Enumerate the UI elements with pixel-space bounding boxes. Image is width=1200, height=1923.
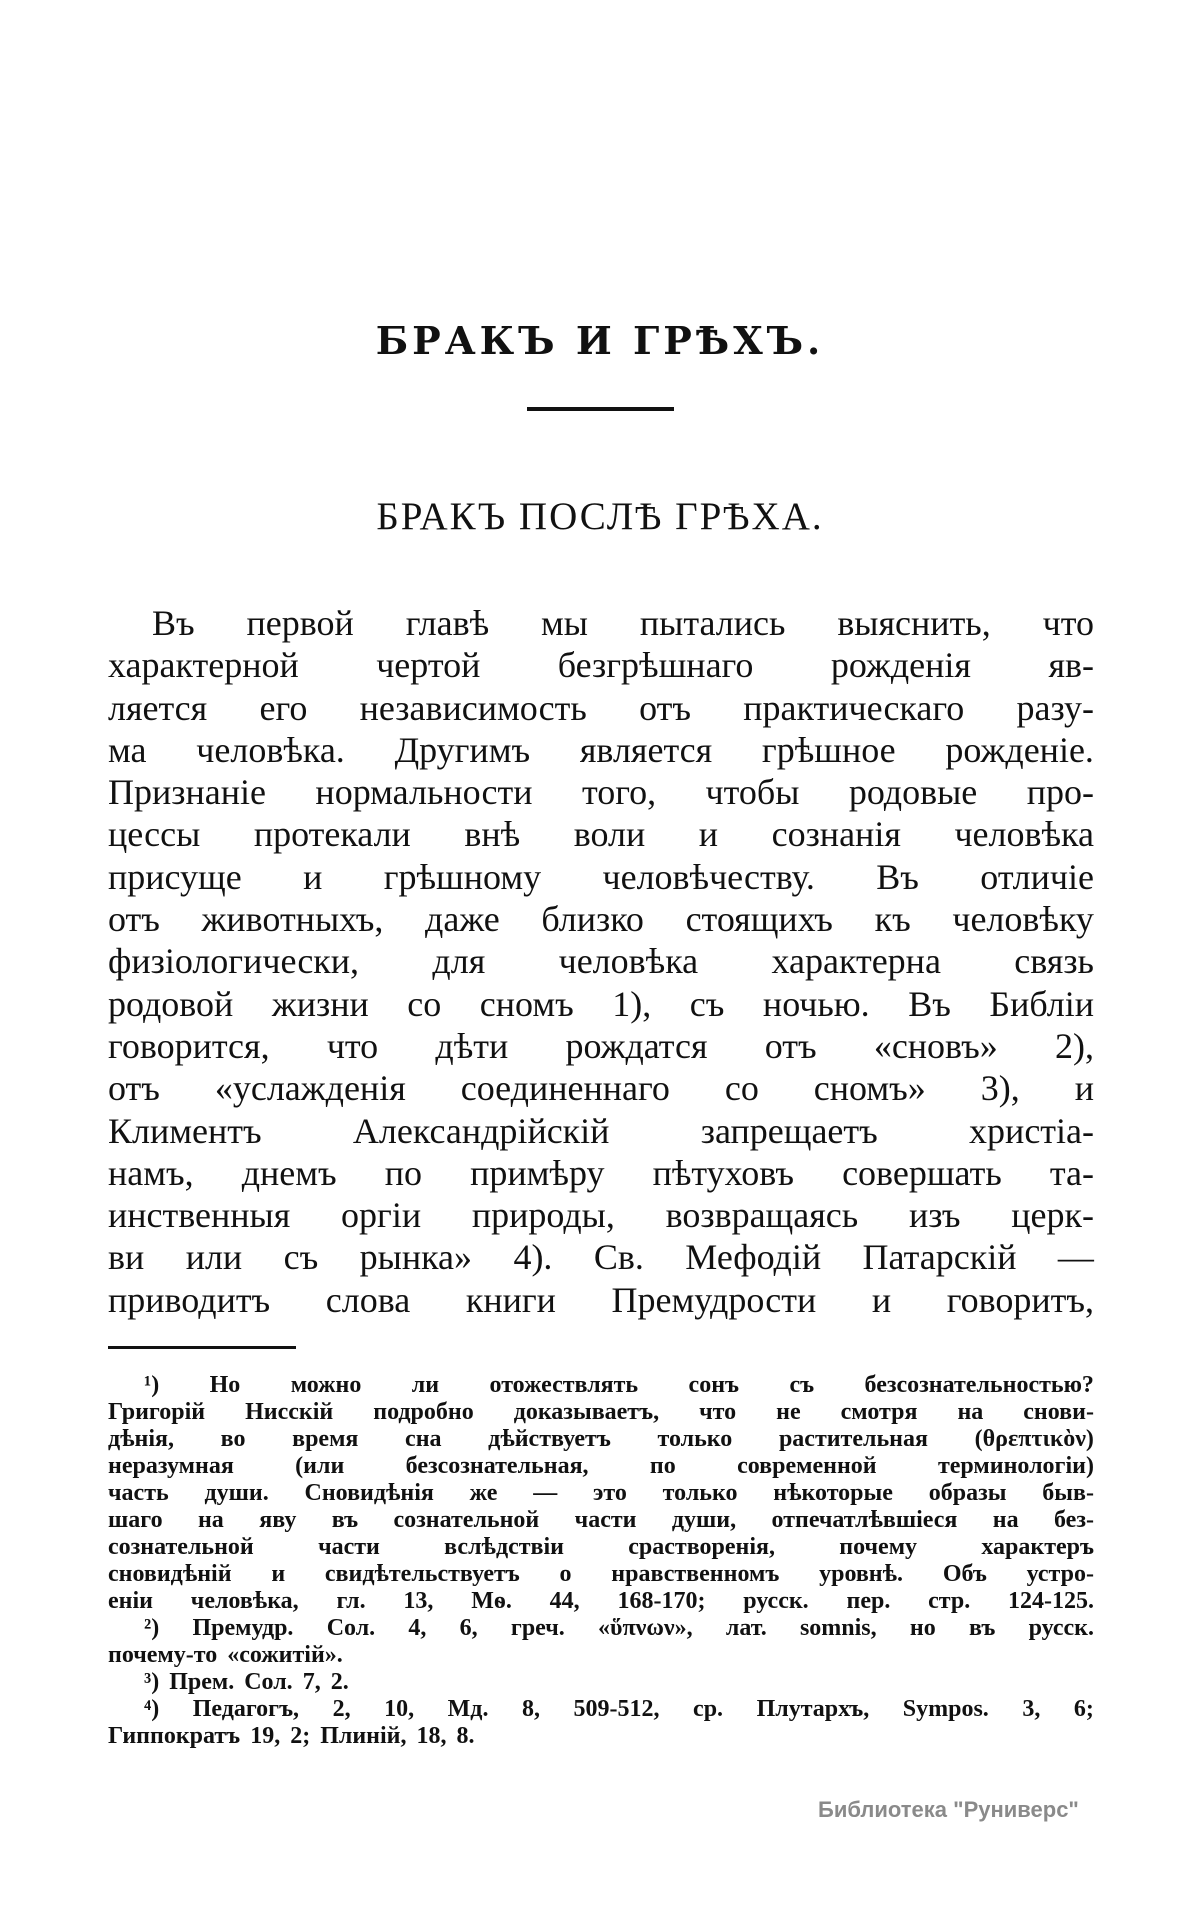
body-line: присуще и грѣшному человѣчеству. Въ отличіе (108, 856, 1094, 897)
footnote-line: сновидѣній и свидѣтельствуетъ о нравственномъ уровнѣ. Объ устро- (108, 1561, 1094, 1587)
body-line: отъ «услажденія соединеннаго со сномъ» 3), и (108, 1068, 1094, 1109)
page-title: БРАКЪ И ГРѢХЪ. (375, 318, 825, 363)
body-line: ви или съ рынка» 4). Св. Мефодій Патарскій — (108, 1237, 1094, 1278)
footnote-line: дѣнія, во время сна дѣйствуетъ только растительная (θρεπτικὸν) (108, 1426, 1094, 1452)
body-text (108, 602, 1094, 1321)
footnote-line: часть души. Сновидѣнія же — это только нѣкоторые образы быв- (108, 1480, 1094, 1506)
footnote-divider (108, 1346, 296, 1349)
body-line: приводитъ слова книги Премудрости и говоритъ, (108, 1279, 1094, 1320)
body-line: физіологически, для человѣка характерна связь (108, 941, 1094, 982)
body-line: характерной чертой безгрѣшнаго рожденія яв- (108, 645, 1094, 686)
body-line: говорится, что дѣти рождатся отъ «сновъ» 2), (108, 1025, 1094, 1066)
section-heading: БРАКЪ ПОСЛѢ ГРѢХА. (376, 495, 824, 538)
library-watermark: Библиотека "Руниверс" (818, 1797, 1079, 1822)
body-line: Въ первой главѣ мы пытались выяснить, что (152, 603, 1094, 643)
body-line: Климентъ Александрійскій запрещаетъ христіа- (108, 1110, 1094, 1151)
footnote-line: еніи человѣка, гл. 13, Мѳ. 44, 168-170; русск. пер. стр. 124-125. (108, 1588, 1094, 1614)
footnote-line: ⁴) Педагогъ, 2, 10, Мд. 8, 509-512, ср. Плутархъ, Sympos. 3, 6; (144, 1696, 1094, 1722)
title-divider (527, 407, 674, 411)
body-line: родовой жизни со сномъ 1), съ ночью. Въ Библіи (108, 983, 1094, 1024)
footnote-line: Гиппократъ 19, 2; Плиній, 18, 8. (108, 1723, 475, 1749)
footnote-line: шаго на яву въ сознательной части души, отпечатлѣвшіеся на без- (108, 1507, 1094, 1533)
body-line: инственныя оргіи природы, возвращаясь изъ церк- (108, 1195, 1094, 1236)
body-line: ляется его независимость отъ практическаго разу- (108, 687, 1094, 728)
body-line: цессы протекали внѣ воли и сознанія человѣка (108, 814, 1094, 855)
body-line: Признаніе нормальности того, чтобы родовые про- (108, 772, 1094, 813)
footnote-line: ¹) Но можно ли отожествлять сонъ съ безсознательностью? (144, 1372, 1094, 1398)
footnote-line: неразумная (или безсознательная, по современной терминологіи) (108, 1453, 1094, 1479)
body-line: намъ, днемъ по примѣру пѣтуховъ совершать та- (108, 1152, 1094, 1193)
footnote-line: почему-то «сожитій». (108, 1642, 343, 1668)
footnote-line: ³) Прем. Сол. 7, 2. (144, 1669, 349, 1695)
footnotes (108, 1372, 1094, 1750)
footnote-line: ²) Премудр. Сол. 4, 6, греч. «ὕπνων», лат. somnis, но въ русск. (144, 1615, 1094, 1641)
footnote-line: Григорій Нисскій подробно доказываетъ, что не смотря на снови- (108, 1399, 1094, 1425)
body-line: отъ животныхъ, даже близко стоящихъ къ человѣку (108, 899, 1094, 940)
body-line: ма человѣка. Другимъ является грѣшное рожденіе. (108, 729, 1094, 770)
footnote-line: сознательной части вслѣдствіи срастворенія, почему характеръ (108, 1534, 1094, 1560)
